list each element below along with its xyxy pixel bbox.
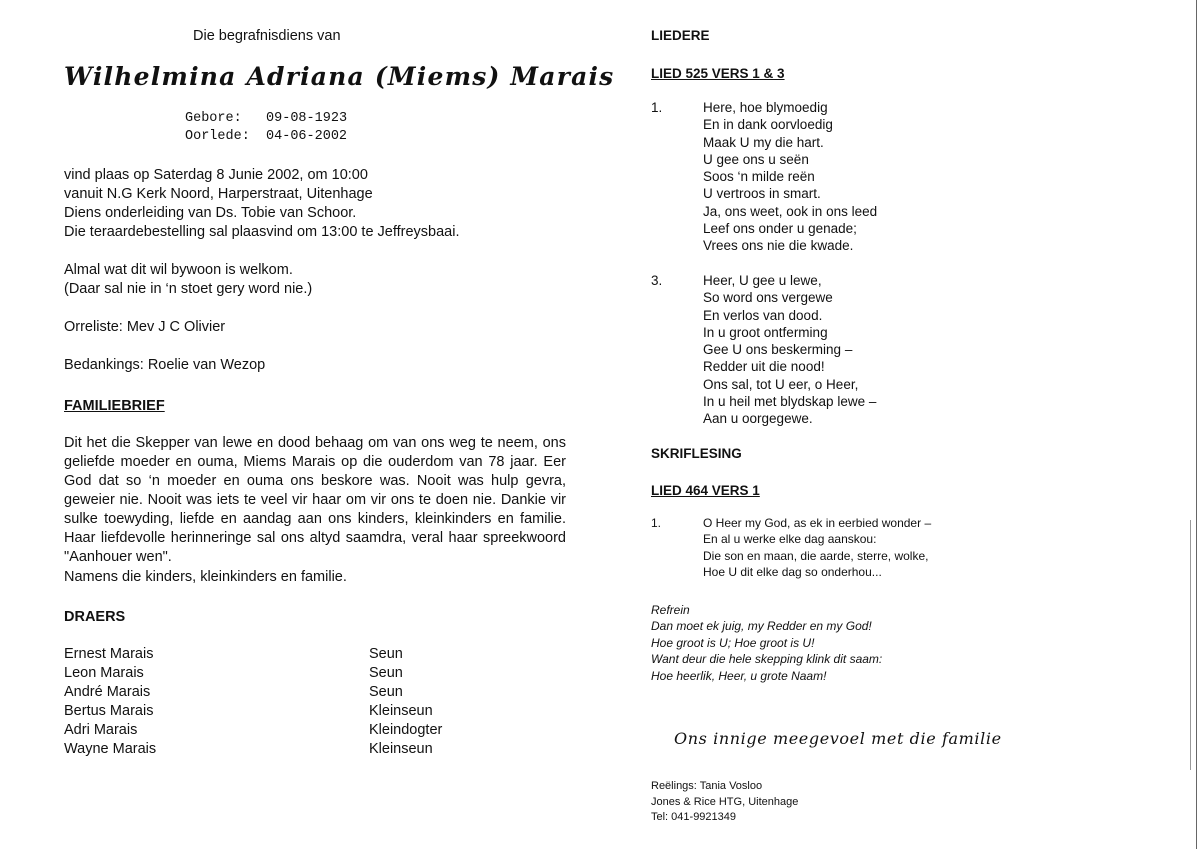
verse-line: So word ons vergewe xyxy=(703,290,833,306)
arrangements-line: Reëlings: Tania Vosloo xyxy=(651,780,763,792)
refrain-line: Hoe groot is U; Hoe groot is U! xyxy=(651,635,815,650)
hymn1-heading: LIED 525 VERS 1 & 3 xyxy=(651,66,785,81)
refrain-line: Want deur die hele skepping klink dit saam: xyxy=(651,652,883,667)
service-line: vind plaas op Saterdag 8 Junie 2002, om 10:00 xyxy=(64,167,368,183)
hymn2-verse1-number: 1. xyxy=(651,516,662,530)
verse-line: En al u werke elke dag aanskou: xyxy=(703,532,877,547)
bearer-relation: Seun xyxy=(369,665,403,681)
verse-line: Hoe U dit elke dag so onderhou... xyxy=(703,565,882,580)
welcome-note xyxy=(64,261,312,299)
born-row xyxy=(185,110,347,128)
verse-line: U gee ons u seën xyxy=(703,151,809,167)
bearer-name: Bertus Marais xyxy=(64,703,154,719)
deceased-name: Wilhelmina Adriana (Miems) Marais xyxy=(64,62,615,91)
arrangements xyxy=(651,779,798,826)
died-date: 04-06-2002 xyxy=(266,129,348,144)
verse-line: En in dank oorvloedig xyxy=(703,117,833,133)
verse-line: Vrees ons nie die kwade. xyxy=(703,238,854,254)
hymn1-verse1 xyxy=(703,99,877,255)
refrain xyxy=(651,602,882,684)
bearers-relations xyxy=(369,645,442,759)
service-details xyxy=(64,166,460,242)
letter-body: Dit het die Skepper van lewe en dood behaag om van ons weg te neem, ons geliefde moeder en ouma, Miems Marais op die ouderdom van 78 jaar. Eer God dat so ‘n moeder en ouma ons beskore was. Nooit was hulp gevra, geweier nie. Nooit was iets te veel vir haar om vir ons te doen nie. Dankie vir sulke toewyding, liefde en aandag aan ons kinders, kleinkinders en familie. Haar liefdevolle herinneringe sal ons altyd saamdra, veral haar spreekwoord "Aanhouer wen". xyxy=(64,435,566,565)
verse-line: U vertroos in smart. xyxy=(703,186,821,202)
organist: Orreliste: Mev J C Olivier xyxy=(64,319,226,335)
verse-line: O Heer my God, as ek in eerbied wonder – xyxy=(703,516,932,530)
bearer-relation: Kleinseun xyxy=(369,741,433,757)
hymn2-heading: LIED 464 VERS 1 xyxy=(651,483,760,498)
reading-heading: SKRIFLESING xyxy=(651,446,742,461)
verse-line: Maak U my die hart. xyxy=(703,134,824,150)
bearer-relation: Kleindogter xyxy=(369,722,443,738)
verse-line: Gee U ons beskerming – xyxy=(703,342,853,358)
refrain-line: Hoe heerlik, Heer, u grote Naam! xyxy=(651,668,827,683)
verse-line: In u heil met blydskap lewe – xyxy=(703,394,877,410)
born-date: 09-08-1923 xyxy=(266,111,348,126)
bearers-names xyxy=(64,645,156,759)
refrain-label: Refrein xyxy=(651,603,690,617)
bearer-name: Ernest Marais xyxy=(64,646,154,662)
refrain-line: Dan moet ek juig, my Redder en my God! xyxy=(651,619,872,634)
bearer-relation: Seun xyxy=(369,684,403,700)
verse-line: Here, hoe blymoedig xyxy=(703,100,828,115)
bearer-name: Adri Marais xyxy=(64,722,138,738)
verse-line: Die son en maan, die aarde, sterre, wolke, xyxy=(703,548,929,563)
welcome-line: (Daar sal nie in ‘n stoet gery word nie.) xyxy=(64,281,313,297)
bearer-name: Leon Marais xyxy=(64,665,144,681)
died-label: Oorlede: xyxy=(185,129,250,144)
arrangements-line: Jones & Rice HTG, Uitenhage xyxy=(651,795,799,808)
bearer-name: Wayne Marais xyxy=(64,741,157,757)
letter-signature: Namens die kinders, kleinkinders en familie. xyxy=(64,569,347,585)
service-intro: Die begrafnisdiens van xyxy=(193,28,341,44)
letter-heading: FAMILIEBRIEF xyxy=(64,398,165,414)
hymn1-verse3-number: 3. xyxy=(651,273,663,288)
scan-edge-line xyxy=(1190,520,1191,770)
welcome-line: Almal wat dit wil bywoon is welkom. xyxy=(64,262,293,278)
thanks: Bedankings: Roelie van Wezop xyxy=(64,357,266,373)
songs-heading: LIEDERE xyxy=(651,28,710,43)
verse-line: Ons sal, tot U eer, o Heer, xyxy=(703,376,859,392)
bearer-name: André Marais xyxy=(64,684,151,700)
hymn1-verse3 xyxy=(703,272,876,428)
scan-edge-line xyxy=(1196,0,1197,849)
verse-line: Leef ons onder u genade; xyxy=(703,221,857,237)
verse-line: In u groot ontferming xyxy=(703,324,828,340)
verse-line: Soos ‘n milde reën xyxy=(703,169,815,185)
verse-line: Aan u oorgegewe. xyxy=(703,411,813,427)
verse-line: Redder uit die nood! xyxy=(703,359,825,375)
bearer-relation: Seun xyxy=(369,646,403,662)
sympathy-message: Ons innige meegevoel met die familie xyxy=(674,729,1002,748)
service-line: vanuit N.G Kerk Noord, Harperstraat, Uitenhage xyxy=(64,186,373,202)
hymn1-verse1-number: 1. xyxy=(651,100,663,115)
bearers-heading: DRAERS xyxy=(64,609,126,625)
born-label: Gebore: xyxy=(185,111,242,126)
died-row xyxy=(185,128,347,146)
arrangements-line: Tel: 041-9921349 xyxy=(651,811,737,823)
bearer-relation: Kleinseun xyxy=(369,703,433,719)
service-line: Die teraardebestelling sal plaasvind om 13:00 te Jeffreysbaai. xyxy=(64,224,460,240)
service-line: Diens onderleiding van Ds. Tobie van Schoor. xyxy=(64,205,357,221)
verse-line: En verlos van dood. xyxy=(703,307,823,323)
verse-line: Heer, U gee u lewe, xyxy=(703,273,822,288)
verse-line: Ja, ons weet, ook in ons leed xyxy=(703,203,878,219)
hymn2-verse1 xyxy=(703,515,931,581)
